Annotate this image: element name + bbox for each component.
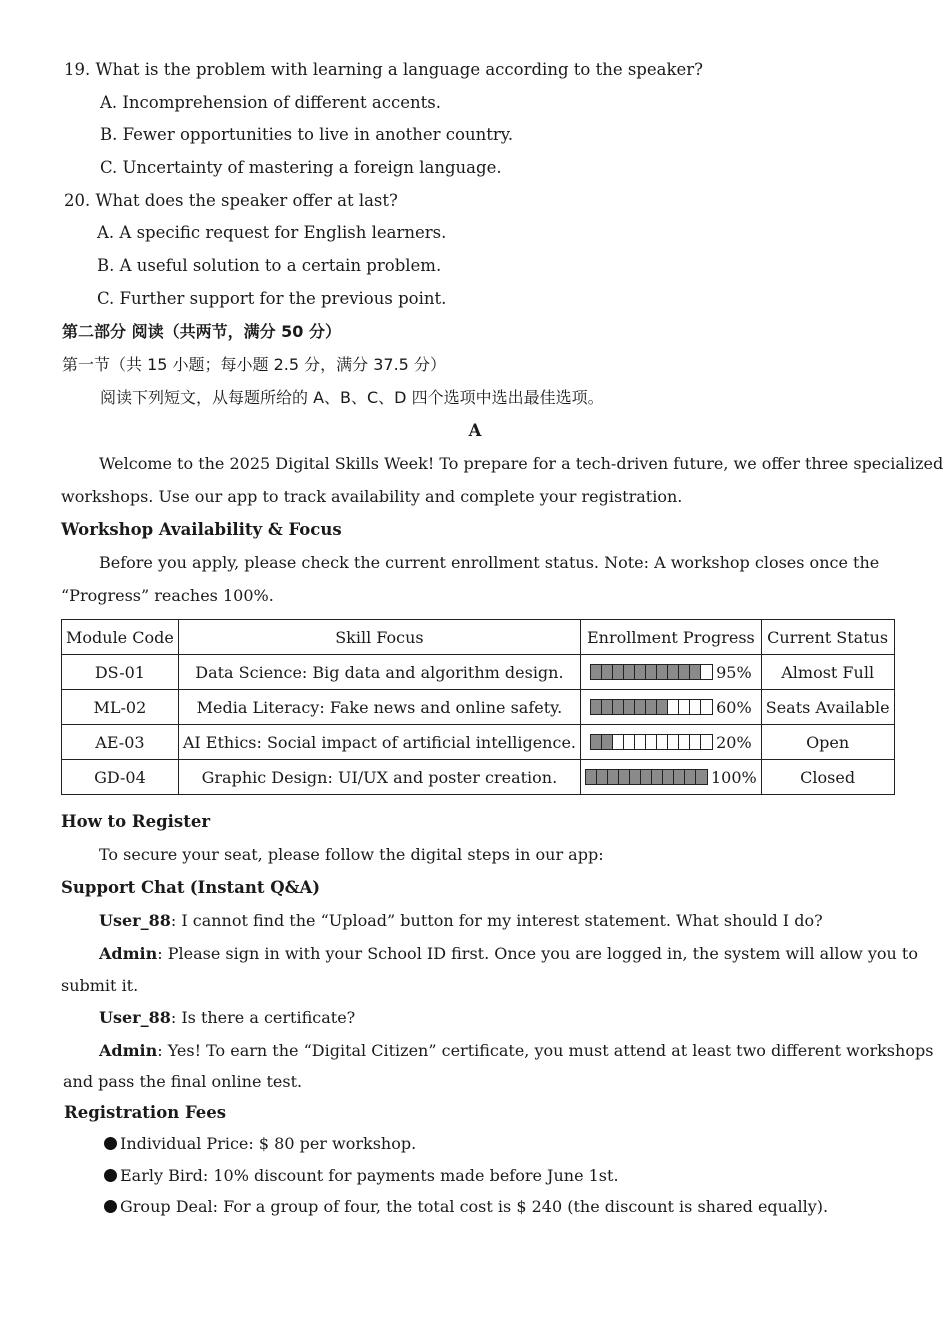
fee-item-text: Individual Price: $ 80 per workshop. [120,1134,417,1153]
progress-label: 20% [716,732,752,752]
q19-option-c: C. Uncertainty of mastering a foreign language. [100,158,502,177]
chat-message-3 [99,1008,355,1028]
chat-text: : Is there a certificate? [170,1008,356,1027]
progress-segment-filled [696,770,707,784]
chat-text: : Please sign in with your School ID first. Once you are logged in, the system will allow you to [157,944,918,963]
status: Closed [761,760,894,795]
progress-segment-filled [657,700,668,714]
progress-segment-empty [624,735,635,749]
enrollment-progress [581,655,762,690]
progress-segment-filled [663,770,674,784]
progress-segment-filled [630,770,641,784]
q19-option-b: B. Fewer opportunities to live in another country. [100,125,514,144]
section-title: 第一节（共 15 小题；每小题 2.5 分，满分 37.5 分） [62,355,446,374]
progress-segment-filled [591,700,602,714]
q20-option-a: A. A specific request for English learners. [97,223,447,242]
q19-question: 19. What is the problem with learning a language according to the speaker? [64,60,703,79]
status: Almost Full [761,655,894,690]
table-header-row [62,620,895,655]
progress-segment-filled [690,665,701,679]
status: Open [761,725,894,760]
progress-segment-filled [613,700,624,714]
progress-segment-filled [685,770,696,784]
progress-segment-empty [679,735,690,749]
fee-item [104,1166,619,1186]
progress-segment-filled [597,770,608,784]
progress-segment-empty [668,700,679,714]
progress-segment-empty [635,735,646,749]
progress-segment-filled [641,770,652,784]
progress-segment-empty [701,665,712,679]
status: Seats Available [761,690,894,725]
chat-message-2 [99,944,918,964]
fee-item [104,1134,416,1154]
q20-option-b: B. A useful solution to a certain problem. [97,256,442,275]
fee-item-text: Early Bird: 10% discount for payments made before June 1st. [120,1166,619,1185]
skill-focus: Media Literacy: Fake news and online safety. [178,690,580,725]
progress-segment-filled [624,700,635,714]
progress-segment-filled [657,665,668,679]
progress-segment-filled [602,700,613,714]
progress-segment-filled [635,665,646,679]
progress-segment-empty [701,735,712,749]
progress-segment-filled [591,735,602,749]
progress-label: 60% [716,697,752,717]
progress-segment-filled [674,770,685,784]
skill-focus: AI Ethics: Social impact of artificial intelligence. [178,725,580,760]
progress-segment-empty [679,700,690,714]
progress-segment-filled [602,665,613,679]
q19-option-a: A. Incomprehension of different accents. [100,93,441,112]
module-code: DS-01 [62,655,179,690]
enrollment-progress [581,690,762,725]
progress-segment-filled [624,665,635,679]
workshop-table [61,619,895,795]
availability-heading: Workshop Availability & Focus [61,520,342,539]
progress-segment-filled [619,770,630,784]
progress-segment-filled [586,770,597,784]
progress-segment-filled [635,700,646,714]
part-title: 第二部分 阅读（共两节，满分 50 分） [62,322,341,341]
progress-label: 95% [716,662,752,682]
fees-heading: Registration Fees [64,1103,227,1122]
q20-question: 20. What does the speaker offer at last? [64,191,398,210]
progress-segment-filled [646,700,657,714]
progress-label: 100% [711,767,757,787]
progress-bar [590,699,713,715]
progress-segment-filled [613,665,624,679]
header-current-status: Current Status [761,620,894,655]
progress-segment-filled [652,770,663,784]
header-enrollment-progress: Enrollment Progress [581,620,762,655]
register-text: To secure your seat, please follow the digital steps in our app: [99,845,604,864]
progress-segment-empty [657,735,668,749]
chat-speaker: User_88 [99,1008,171,1027]
bullet-icon [104,1169,117,1182]
table-row [62,725,895,760]
progress-bar [590,664,713,680]
header-module-code: Module Code [62,620,179,655]
availability-line-2: “Progress” reaches 100%. [61,586,274,605]
chat-message-1 [99,911,823,931]
reading-instruction: 阅读下列短文，从每题所给的 A、B、C、D 四个选项中选出最佳选项。 [100,388,604,407]
chat-speaker: Admin [99,1041,158,1060]
chat-message-2-cont: submit it. [61,976,139,995]
progress-segment-empty [613,735,624,749]
chat-speaker: Admin [99,944,158,963]
fee-item [104,1197,828,1217]
progress-bar [585,769,708,785]
register-heading: How to Register [61,812,211,831]
skill-focus: Graphic Design: UI/UX and poster creation. [178,760,580,795]
fee-item-text: Group Deal: For a group of four, the total cost is $ 240 (the discount is shared equally). [120,1197,829,1216]
module-code: GD-04 [62,760,179,795]
availability-line-1: Before you apply, please check the current enrollment status. Note: A workshop closes once the [99,553,880,572]
intro-line-2: workshops. Use our app to track availability and complete your registration. [61,487,683,506]
header-skill-focus: Skill Focus [178,620,580,655]
chat-message-4 [99,1041,933,1061]
progress-segment-empty [690,735,701,749]
passage-label: A [468,421,482,440]
chat-text: : I cannot find the “Upload” button for my interest statement. What should I do? [170,911,823,930]
progress-segment-filled [591,665,602,679]
progress-segment-empty [646,735,657,749]
intro-line-1: Welcome to the 2025 Digital Skills Week! To prepare for a tech-driven future, we offer three specialized [99,454,944,473]
chat-heading-title: Support Chat [61,878,185,897]
table-row [62,655,895,690]
table-row [62,760,895,795]
progress-segment-filled [646,665,657,679]
progress-segment-empty [668,735,679,749]
table-row [62,690,895,725]
progress-bar [590,734,713,750]
bullet-icon [104,1137,117,1150]
module-code: ML-02 [62,690,179,725]
chat-heading [61,878,320,898]
progress-segment-filled [608,770,619,784]
chat-text: : Yes! To earn the “Digital Citizen” certificate, you must attend at least two different workshops [157,1041,934,1060]
module-code: AE-03 [62,725,179,760]
q20-option-c: C. Further support for the previous point. [97,289,447,308]
progress-segment-empty [701,700,712,714]
skill-focus: Data Science: Big data and algorithm design. [178,655,580,690]
progress-segment-filled [679,665,690,679]
bullet-icon [104,1200,117,1213]
chat-message-4-cont: and pass the final online test. [63,1072,303,1091]
progress-segment-empty [690,700,701,714]
enrollment-progress [581,725,762,760]
progress-segment-filled [602,735,613,749]
enrollment-progress [581,760,762,795]
progress-segment-filled [668,665,679,679]
chat-speaker: User_88 [99,911,171,930]
chat-heading-sub: (Instant Q&A) [189,878,321,897]
